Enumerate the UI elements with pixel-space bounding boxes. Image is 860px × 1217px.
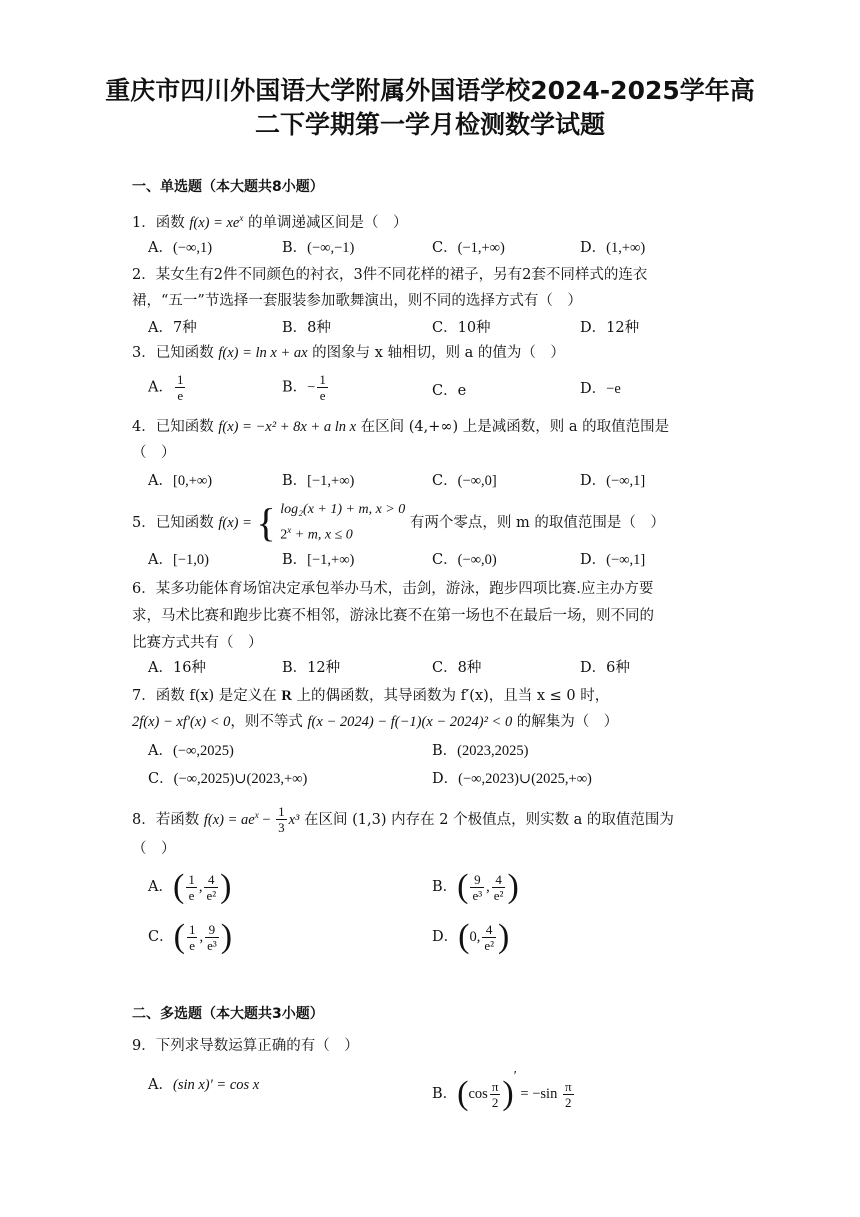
question-4-option-b[interactable]: B．[−1,+∞) <box>282 473 355 489</box>
question-4-stem-line2: （ ） <box>132 445 176 461</box>
exam-title <box>90 74 770 142</box>
question-1-option-c[interactable]: C．(−1,+∞) <box>432 240 505 256</box>
question-7-option-a[interactable]: A．(−∞,2025) <box>148 743 234 759</box>
question-7-option-d[interactable]: D．(−∞,2023)∪(2025,+∞) <box>432 771 592 787</box>
question-9-option-a[interactable]: A．(sin x)′ = cos x <box>148 1077 260 1093</box>
exam-title-line1: 重庆市四川外国语大学附属外国语学校2024-2025学年高 <box>105 76 755 105</box>
question-7-option-b[interactable]: B．(2023,2025) <box>432 743 529 759</box>
question-2-stem-line1: 2．某女生有2件不同颜色的衬衣，3件不同花样的裙子，另有2套不同样式的连衣 <box>132 267 648 283</box>
question-8-option-a[interactable]: A．( $\frac{1}{e}$ , $\frac{4}{\text{e²}}$ ) <box>148 868 232 905</box>
question-2-option-b[interactable]: B．8种 <box>282 320 331 336</box>
question-9-option-b[interactable]: B．(cos $\frac{\pi}{2}$ )′ = −sin $\frac{\pi}{2}$ <box>432 1069 572 1112</box>
question-6-option-d[interactable]: D．6种 <box>580 660 630 676</box>
exam-title-line2: 二下学期第一学月检测数学试题 <box>254 110 605 139</box>
section-heading-single-choice: 一、单选题（本大题共8小题） <box>132 179 324 195</box>
question-5-option-a[interactable]: A．[−1,0) <box>148 552 209 568</box>
question-2-option-d[interactable]: D．12种 <box>580 320 640 336</box>
question-3-stem: 3．已知函数 f(x) = ln x + ax 的图象与 x 轴相切，则 a 的值为（ ） <box>132 345 565 361</box>
question-3-option-a[interactable]: A． $\frac{1}{e}$ <box>148 372 184 403</box>
left-brace: { <box>256 499 276 545</box>
fraction: $\frac{4}{\text{e²}}$ <box>206 871 217 903</box>
question-5-option-c[interactable]: C．(−∞,0) <box>432 552 497 568</box>
fraction: $\frac{4}{\text{e²}}$ <box>484 921 495 953</box>
question-3-option-c[interactable]: C．e <box>432 383 467 399</box>
question-6-stem-line3: 比赛方式共有（ ） <box>132 635 263 651</box>
question-4-option-d[interactable]: D．(−∞,1] <box>580 473 646 489</box>
section-heading-multi-choice: 二、多选题（本大题共3小题） <box>132 1006 324 1022</box>
fraction: $\frac{1}{e}$ <box>188 871 195 903</box>
question-4-option-c[interactable]: C．(−∞,0] <box>432 473 497 489</box>
fraction: $\frac{1}{e}$ <box>176 372 184 403</box>
question-2-option-a[interactable]: A．7种 <box>148 320 197 336</box>
question-8-option-c[interactable]: C．( $\frac{1}{e}$ , $\frac{9}{\text{e³}}$ ) <box>148 918 233 955</box>
question-1-option-b[interactable]: B．(−∞,−1) <box>282 240 355 256</box>
question-8-stem-line2: （ ） <box>132 841 176 857</box>
question-6-option-a[interactable]: A．16种 <box>148 660 206 676</box>
question-7-option-c[interactable]: C．(−∞,2025)∪(2023,+∞) <box>148 771 308 787</box>
question-3-option-b[interactable]: B．− $\frac{1}{e}$ <box>282 372 326 403</box>
question-1-option-a[interactable]: A．(−∞,1) <box>148 240 213 256</box>
question-2-stem-line2: 裙，“五一”节选择一套服装参加歌舞演出，则不同的选择方式有（ ） <box>132 293 582 309</box>
fraction: $\frac{9}{\text{e³}}$ <box>207 921 217 953</box>
question-9-stem: 9．下列求导数运算正确的有（ ） <box>132 1038 359 1054</box>
question-6-stem-line1: 6．某多功能体育场馆决定承包举办马术，击剑，游泳，跑步四项比赛.应主办方要 <box>132 581 654 597</box>
question-1-option-d[interactable]: D．(1,+∞) <box>580 240 646 256</box>
fraction: $\frac{1}{e}$ <box>188 921 196 953</box>
question-7-stem-line1: 7．函数 f(x) 是定义在 R 上的偶函数，其导函数为 f′(x)，且当 x ≤ 0 时， <box>132 688 610 704</box>
question-4-option-a[interactable]: A．[0,+∞) <box>148 473 213 489</box>
question-6-option-b[interactable]: B．12种 <box>282 660 341 676</box>
question-8-option-d[interactable]: D．(0, $\frac{4}{\text{e²}}$ ) <box>432 918 510 955</box>
fraction: $\frac{4}{\text{e²}}$ <box>493 871 504 903</box>
fraction: $\frac{9}{\text{e³}}$ <box>472 871 483 903</box>
question-5-option-d[interactable]: D．(−∞,1] <box>580 552 646 568</box>
question-4-stem: 4．已知函数 f(x) = −x² + 8x + a ln x 在区间 (4,+∞) 上是减函数，则 a 的取值范围是 <box>132 419 670 435</box>
fraction: $\frac{\pi}{2}$ <box>564 1078 572 1110</box>
question-6-stem-line2: 求，马术比赛和跑步比赛不相邻，游泳比赛不在第一场也不在最后一场，则不同的 <box>132 608 654 624</box>
question-8-option-b[interactable]: B．( $\frac{9}{\text{e³}}$ , $\frac{4}{\text{e²}}$ ) <box>432 868 519 905</box>
question-5-stem: 5．已知函数 f(x) = { log₂(x + 1) + m, x > 0 $2^x + m$, x ≤ 0 有两个零点，则 m 的取值范围是（ ） <box>132 499 665 545</box>
question-1-stem: 1．函数 $f(x) = xe^x$ 的单调递减区间是（ ） <box>132 213 408 231</box>
fraction: $\frac{1}{e}$ <box>319 372 326 403</box>
question-2-option-c[interactable]: C．10种 <box>432 320 491 336</box>
question-6-option-c[interactable]: C．8种 <box>432 660 482 676</box>
piecewise-function: { log₂(x + 1) + m, x > 0 $2^x + m$, x ≤ 0 <box>256 499 406 545</box>
fraction: $\frac{\pi}{2}$ <box>491 1078 499 1110</box>
question-5-option-b[interactable]: B．[−1,+∞) <box>282 552 355 568</box>
fraction: $\frac{1}{3}$ <box>278 804 285 836</box>
question-8-stem: 8．若函数 $f(x) = ae^x$ − $\frac{1}{3}$ x³ 在区间 (1,3) 内存在 2 个极值点，则实数 a 的取值范围为 <box>132 804 674 836</box>
question-3-option-d[interactable]: D．−e <box>580 381 621 397</box>
question-7-stem-line2: 2f(x) − xf′(x) < 0，则不等式 f(x − 2024) − f(−1)(x − 2024)² < 0 的解集为（ ） <box>132 714 619 730</box>
